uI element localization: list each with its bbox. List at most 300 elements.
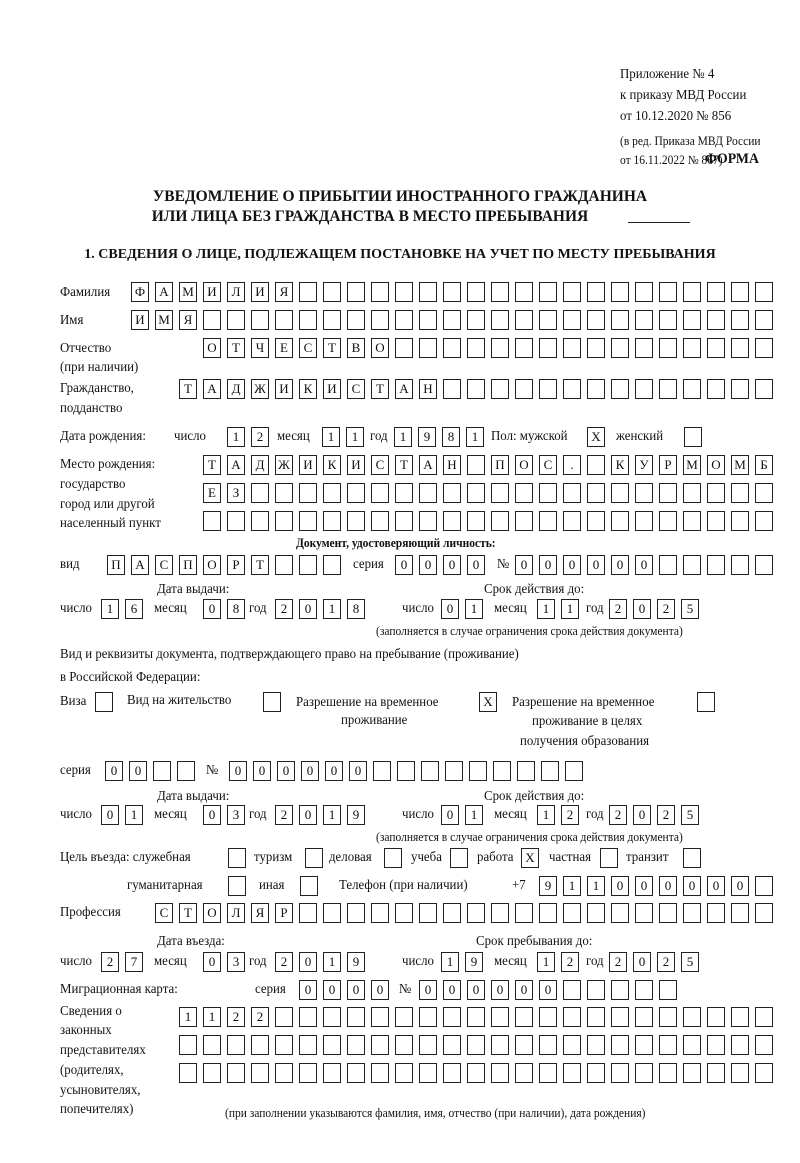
reps-line2-char-box[interactable] xyxy=(395,1035,413,1055)
surname-char-box[interactable]: А xyxy=(155,282,173,302)
surname-char-box[interactable]: И xyxy=(251,282,269,302)
stay-valid-year-char-box[interactable]: 2 xyxy=(657,805,675,825)
birthplace-line1-char-box[interactable]: М xyxy=(683,455,701,475)
stay-series-char-box[interactable]: 0 xyxy=(129,761,147,781)
patronymic-char-box[interactable] xyxy=(515,338,533,358)
surname-char-box[interactable] xyxy=(299,282,317,302)
name-char-box[interactable]: М xyxy=(155,310,173,330)
id-issue-day-char-box[interactable]: 6 xyxy=(125,599,143,619)
surname-char-box[interactable]: Ф xyxy=(131,282,149,302)
mig-number-char-box[interactable] xyxy=(635,980,653,1000)
birthplace-line1-char-box[interactable]: С xyxy=(371,455,389,475)
id-valid-year-char-box[interactable]: 0 xyxy=(633,599,651,619)
profession-char-box[interactable] xyxy=(683,903,701,923)
patronymic-char-box[interactable]: Т xyxy=(227,338,245,358)
entry-year-char-box[interactable]: 0 xyxy=(299,952,317,972)
reps-line2-char-box[interactable] xyxy=(323,1035,341,1055)
id-issue-day-char-box[interactable]: 1 xyxy=(101,599,119,619)
stay-valid-month-char-box[interactable]: 1 xyxy=(537,805,555,825)
birthplace-line2-char-box[interactable] xyxy=(419,483,437,503)
surname-char-box[interactable] xyxy=(707,282,725,302)
id-number-char-box[interactable] xyxy=(659,555,677,575)
birthplace-line3-char-box[interactable] xyxy=(611,511,629,531)
surname-char-box[interactable] xyxy=(635,282,653,302)
birthplace-line3-char-box[interactable] xyxy=(755,511,773,531)
birthplace-line1-char-box[interactable]: К xyxy=(611,455,629,475)
name-char-box[interactable]: И xyxy=(131,310,149,330)
birthplace-line3-char-box[interactable] xyxy=(659,511,677,531)
stay-number-char-box[interactable]: 0 xyxy=(325,761,343,781)
profession-char-box[interactable]: О xyxy=(203,903,221,923)
citizenship-char-box[interactable] xyxy=(467,379,485,399)
reps-line1-char-box[interactable] xyxy=(443,1007,461,1027)
patronymic-char-box[interactable] xyxy=(419,338,437,358)
profession-char-box[interactable]: Т xyxy=(179,903,197,923)
id-issue-month-char-box[interactable]: 8 xyxy=(227,599,245,619)
citizenship-char-box[interactable] xyxy=(731,379,749,399)
reps-line2-char-box[interactable] xyxy=(491,1035,509,1055)
phone-char-box[interactable]: 0 xyxy=(707,876,725,896)
birthplace-line3-char-box[interactable] xyxy=(251,511,269,531)
id-issue-year-char-box[interactable]: 1 xyxy=(323,599,341,619)
birth-month-char-box[interactable]: 1 xyxy=(346,427,364,447)
citizenship-char-box[interactable]: А xyxy=(203,379,221,399)
birthplace-line2-char-box[interactable] xyxy=(467,483,485,503)
phone-char-box[interactable]: 0 xyxy=(635,876,653,896)
reps-line3-char-box[interactable] xyxy=(227,1063,245,1083)
citizenship-char-box[interactable] xyxy=(659,379,677,399)
birthplace-line2-char-box[interactable] xyxy=(515,483,533,503)
id-doc-type-char-box[interactable] xyxy=(323,555,341,575)
stay-number-char-box[interactable]: 0 xyxy=(349,761,367,781)
reps-line1-char-box[interactable] xyxy=(395,1007,413,1027)
stay-number-char-box[interactable] xyxy=(565,761,583,781)
name-char-box[interactable] xyxy=(251,310,269,330)
profession-char-box[interactable] xyxy=(611,903,629,923)
phone-char-box[interactable] xyxy=(755,876,773,896)
birthplace-line3-char-box[interactable] xyxy=(275,511,293,531)
phone-char-box[interactable]: 0 xyxy=(611,876,629,896)
birthplace-line3-char-box[interactable] xyxy=(203,511,221,531)
surname-char-box[interactable]: И xyxy=(203,282,221,302)
stay-until-year-char-box[interactable]: 5 xyxy=(681,952,699,972)
place-of-stay-blank[interactable] xyxy=(628,222,690,223)
name-char-box[interactable] xyxy=(395,310,413,330)
birthplace-line3-char-box[interactable] xyxy=(323,511,341,531)
stay-series-char-box[interactable]: 0 xyxy=(105,761,123,781)
patronymic-char-box[interactable] xyxy=(467,338,485,358)
purpose-study-checkbox[interactable] xyxy=(450,848,468,868)
stay-until-day-char-box[interactable]: 1 xyxy=(441,952,459,972)
id-series-char-box[interactable]: 0 xyxy=(467,555,485,575)
name-char-box[interactable] xyxy=(563,310,581,330)
reps-line3-char-box[interactable] xyxy=(275,1063,293,1083)
birthplace-line3-char-box[interactable] xyxy=(443,511,461,531)
surname-char-box[interactable] xyxy=(611,282,629,302)
reps-line3-char-box[interactable] xyxy=(707,1063,725,1083)
citizenship-char-box[interactable] xyxy=(611,379,629,399)
id-number-char-box[interactable] xyxy=(731,555,749,575)
name-char-box[interactable]: Я xyxy=(179,310,197,330)
birthplace-line1-char-box[interactable]: М xyxy=(731,455,749,475)
entry-day-char-box[interactable]: 7 xyxy=(125,952,143,972)
stay-until-year-char-box[interactable]: 2 xyxy=(657,952,675,972)
id-number-char-box[interactable]: 0 xyxy=(635,555,653,575)
reps-line1-char-box[interactable] xyxy=(275,1007,293,1027)
patronymic-char-box[interactable]: Ч xyxy=(251,338,269,358)
patronymic-char-box[interactable] xyxy=(755,338,773,358)
profession-char-box[interactable] xyxy=(443,903,461,923)
patronymic-char-box[interactable] xyxy=(731,338,749,358)
id-valid-year-char-box[interactable]: 5 xyxy=(681,599,699,619)
stay-valid-day-char-box[interactable]: 1 xyxy=(465,805,483,825)
stay-issue-day-char-box[interactable]: 1 xyxy=(125,805,143,825)
id-number-char-box[interactable] xyxy=(755,555,773,575)
mig-series-char-box[interactable]: 0 xyxy=(323,980,341,1000)
birthplace-line2-char-box[interactable] xyxy=(659,483,677,503)
patronymic-char-box[interactable]: Т xyxy=(323,338,341,358)
reps-line3-char-box[interactable] xyxy=(419,1063,437,1083)
reps-line1-char-box[interactable] xyxy=(731,1007,749,1027)
patronymic-char-box[interactable] xyxy=(611,338,629,358)
profession-char-box[interactable] xyxy=(395,903,413,923)
name-char-box[interactable] xyxy=(611,310,629,330)
id-issue-month-char-box[interactable]: 0 xyxy=(203,599,221,619)
mig-number-char-box[interactable] xyxy=(611,980,629,1000)
citizenship-char-box[interactable]: С xyxy=(347,379,365,399)
birthplace-line2-char-box[interactable] xyxy=(731,483,749,503)
citizenship-char-box[interactable]: Т xyxy=(371,379,389,399)
birthplace-line2-char-box[interactable] xyxy=(251,483,269,503)
name-char-box[interactable] xyxy=(275,310,293,330)
birthplace-line3-char-box[interactable] xyxy=(467,511,485,531)
birthplace-line1-char-box[interactable]: Т xyxy=(395,455,413,475)
surname-char-box[interactable] xyxy=(395,282,413,302)
birth-year-char-box[interactable]: 8 xyxy=(442,427,460,447)
reps-line3-char-box[interactable] xyxy=(731,1063,749,1083)
reps-line2-char-box[interactable] xyxy=(515,1035,533,1055)
reps-line1-char-box[interactable] xyxy=(539,1007,557,1027)
patronymic-char-box[interactable]: В xyxy=(347,338,365,358)
reps-line1-char-box[interactable] xyxy=(587,1007,605,1027)
id-doc-type-char-box[interactable]: А xyxy=(131,555,149,575)
id-number-char-box[interactable]: 0 xyxy=(611,555,629,575)
id-number-char-box[interactable]: 0 xyxy=(515,555,533,575)
patronymic-char-box[interactable]: С xyxy=(299,338,317,358)
patronymic-char-box[interactable]: О xyxy=(371,338,389,358)
citizenship-char-box[interactable] xyxy=(491,379,509,399)
patronymic-char-box[interactable] xyxy=(395,338,413,358)
reps-line2-char-box[interactable] xyxy=(179,1035,197,1055)
reps-line2-char-box[interactable] xyxy=(539,1035,557,1055)
stay-until-month-char-box[interactable]: 1 xyxy=(537,952,555,972)
birthplace-line1-char-box[interactable]: И xyxy=(347,455,365,475)
stay-number-char-box[interactable]: 0 xyxy=(277,761,295,781)
birthplace-line1-char-box[interactable]: С xyxy=(539,455,557,475)
purpose-private-checkbox[interactable] xyxy=(600,848,618,868)
reps-line3-char-box[interactable] xyxy=(611,1063,629,1083)
surname-char-box[interactable] xyxy=(587,282,605,302)
birthplace-line1-char-box[interactable]: . xyxy=(563,455,581,475)
name-char-box[interactable] xyxy=(443,310,461,330)
birthplace-line3-char-box[interactable] xyxy=(587,511,605,531)
reps-line2-char-box[interactable] xyxy=(227,1035,245,1055)
reps-line3-char-box[interactable] xyxy=(371,1063,389,1083)
stay-number-char-box[interactable]: 0 xyxy=(301,761,319,781)
stay-issue-year-char-box[interactable]: 2 xyxy=(275,805,293,825)
reps-line2-char-box[interactable] xyxy=(299,1035,317,1055)
entry-year-char-box[interactable]: 9 xyxy=(347,952,365,972)
surname-char-box[interactable] xyxy=(347,282,365,302)
surname-char-box[interactable] xyxy=(491,282,509,302)
patronymic-char-box[interactable]: О xyxy=(203,338,221,358)
profession-char-box[interactable] xyxy=(707,903,725,923)
profession-char-box[interactable] xyxy=(323,903,341,923)
citizenship-char-box[interactable]: И xyxy=(275,379,293,399)
stay-number-char-box[interactable] xyxy=(373,761,391,781)
name-char-box[interactable] xyxy=(203,310,221,330)
reps-line2-char-box[interactable] xyxy=(683,1035,701,1055)
birthplace-line1-char-box[interactable]: К xyxy=(323,455,341,475)
patronymic-char-box[interactable] xyxy=(587,338,605,358)
profession-char-box[interactable] xyxy=(491,903,509,923)
reps-line3-char-box[interactable] xyxy=(251,1063,269,1083)
reps-line1-char-box[interactable]: 1 xyxy=(203,1007,221,1027)
phone-char-box[interactable]: 0 xyxy=(731,876,749,896)
surname-char-box[interactable] xyxy=(419,282,437,302)
birth-day-char-box[interactable]: 2 xyxy=(251,427,269,447)
citizenship-char-box[interactable] xyxy=(515,379,533,399)
stay-number-char-box[interactable] xyxy=(469,761,487,781)
id-doc-type-char-box[interactable]: Т xyxy=(251,555,269,575)
phone-char-box[interactable]: 1 xyxy=(563,876,581,896)
birthplace-line3-char-box[interactable] xyxy=(419,511,437,531)
stay-series-char-box[interactable] xyxy=(177,761,195,781)
citizenship-char-box[interactable]: Ж xyxy=(251,379,269,399)
id-valid-day-char-box[interactable]: 1 xyxy=(465,599,483,619)
id-doc-type-char-box[interactable]: С xyxy=(155,555,173,575)
birthplace-line3-char-box[interactable] xyxy=(731,511,749,531)
birthplace-line1-char-box[interactable]: Д xyxy=(251,455,269,475)
reps-line3-char-box[interactable] xyxy=(203,1063,221,1083)
surname-char-box[interactable] xyxy=(563,282,581,302)
mig-series-char-box[interactable]: 0 xyxy=(347,980,365,1000)
birthplace-line3-char-box[interactable] xyxy=(707,511,725,531)
birthplace-line3-char-box[interactable] xyxy=(539,511,557,531)
id-issue-year-char-box[interactable]: 0 xyxy=(299,599,317,619)
mig-number-char-box[interactable]: 0 xyxy=(419,980,437,1000)
reps-line1-char-box[interactable] xyxy=(611,1007,629,1027)
profession-char-box[interactable] xyxy=(731,903,749,923)
id-valid-day-char-box[interactable]: 0 xyxy=(441,599,459,619)
birthplace-line2-char-box[interactable] xyxy=(587,483,605,503)
name-char-box[interactable] xyxy=(371,310,389,330)
mig-number-char-box[interactable] xyxy=(563,980,581,1000)
profession-char-box[interactable]: С xyxy=(155,903,173,923)
stay-number-char-box[interactable] xyxy=(445,761,463,781)
surname-char-box[interactable] xyxy=(755,282,773,302)
birthplace-line1-char-box[interactable] xyxy=(587,455,605,475)
birthplace-line3-char-box[interactable] xyxy=(347,511,365,531)
birthplace-line3-char-box[interactable] xyxy=(563,511,581,531)
phone-char-box[interactable]: 9 xyxy=(539,876,557,896)
temp-edu-permit-checkbox[interactable] xyxy=(697,692,715,712)
reps-line1-char-box[interactable] xyxy=(419,1007,437,1027)
reps-line3-char-box[interactable] xyxy=(443,1063,461,1083)
birthplace-line2-char-box[interactable] xyxy=(683,483,701,503)
surname-char-box[interactable] xyxy=(683,282,701,302)
surname-char-box[interactable] xyxy=(659,282,677,302)
purpose-work-checkbox[interactable]: X xyxy=(521,848,539,868)
id-doc-type-char-box[interactable]: П xyxy=(179,555,197,575)
mig-number-char-box[interactable]: 0 xyxy=(491,980,509,1000)
id-issue-year-char-box[interactable]: 8 xyxy=(347,599,365,619)
reps-line3-char-box[interactable] xyxy=(515,1063,533,1083)
name-char-box[interactable] xyxy=(299,310,317,330)
reps-line2-char-box[interactable] xyxy=(755,1035,773,1055)
id-number-char-box[interactable]: 0 xyxy=(563,555,581,575)
phone-char-box[interactable]: 1 xyxy=(587,876,605,896)
sex-female-checkbox[interactable] xyxy=(684,427,702,447)
stay-valid-year-char-box[interactable]: 5 xyxy=(681,805,699,825)
birthplace-line3-char-box[interactable] xyxy=(299,511,317,531)
surname-char-box[interactable] xyxy=(467,282,485,302)
stay-valid-month-char-box[interactable]: 2 xyxy=(561,805,579,825)
citizenship-char-box[interactable] xyxy=(587,379,605,399)
id-series-char-box[interactable]: 0 xyxy=(443,555,461,575)
id-doc-type-char-box[interactable]: П xyxy=(107,555,125,575)
reps-line2-char-box[interactable] xyxy=(707,1035,725,1055)
profession-char-box[interactable] xyxy=(515,903,533,923)
birthplace-line2-char-box[interactable] xyxy=(323,483,341,503)
mig-series-char-box[interactable]: 0 xyxy=(299,980,317,1000)
entry-year-char-box[interactable]: 1 xyxy=(323,952,341,972)
citizenship-char-box[interactable] xyxy=(539,379,557,399)
surname-char-box[interactable] xyxy=(731,282,749,302)
profession-char-box[interactable] xyxy=(299,903,317,923)
reps-line3-char-box[interactable] xyxy=(491,1063,509,1083)
reps-line3-char-box[interactable] xyxy=(299,1063,317,1083)
stay-issue-year-char-box[interactable]: 1 xyxy=(323,805,341,825)
birthplace-line2-char-box[interactable] xyxy=(371,483,389,503)
surname-char-box[interactable] xyxy=(323,282,341,302)
mig-number-char-box[interactable] xyxy=(587,980,605,1000)
birthplace-line1-char-box[interactable] xyxy=(467,455,485,475)
patronymic-char-box[interactable] xyxy=(635,338,653,358)
name-char-box[interactable] xyxy=(755,310,773,330)
purpose-tourism-checkbox[interactable] xyxy=(305,848,323,868)
citizenship-char-box[interactable] xyxy=(563,379,581,399)
stay-series-char-box[interactable] xyxy=(153,761,171,781)
birthplace-line1-char-box[interactable]: И xyxy=(299,455,317,475)
id-number-char-box[interactable] xyxy=(707,555,725,575)
profession-char-box[interactable] xyxy=(347,903,365,923)
surname-char-box[interactable]: Я xyxy=(275,282,293,302)
stay-until-year-char-box[interactable]: 0 xyxy=(633,952,651,972)
stay-number-char-box[interactable] xyxy=(493,761,511,781)
patronymic-char-box[interactable] xyxy=(443,338,461,358)
stay-number-char-box[interactable] xyxy=(421,761,439,781)
birthplace-line3-char-box[interactable] xyxy=(635,511,653,531)
reps-line1-char-box[interactable]: 2 xyxy=(227,1007,245,1027)
profession-char-box[interactable] xyxy=(467,903,485,923)
profession-char-box[interactable]: Р xyxy=(275,903,293,923)
entry-month-char-box[interactable]: 0 xyxy=(203,952,221,972)
stay-issue-day-char-box[interactable]: 0 xyxy=(101,805,119,825)
reps-line1-char-box[interactable] xyxy=(635,1007,653,1027)
birthplace-line3-char-box[interactable] xyxy=(683,511,701,531)
mig-number-char-box[interactable]: 0 xyxy=(515,980,533,1000)
birthplace-line2-char-box[interactable] xyxy=(275,483,293,503)
reps-line3-char-box[interactable] xyxy=(179,1063,197,1083)
birthplace-line2-char-box[interactable] xyxy=(395,483,413,503)
birthplace-line2-char-box[interactable] xyxy=(299,483,317,503)
name-char-box[interactable] xyxy=(347,310,365,330)
profession-char-box[interactable] xyxy=(635,903,653,923)
reps-line1-char-box[interactable] xyxy=(347,1007,365,1027)
name-char-box[interactable] xyxy=(467,310,485,330)
birth-year-char-box[interactable]: 9 xyxy=(418,427,436,447)
profession-char-box[interactable] xyxy=(539,903,557,923)
stay-issue-year-char-box[interactable]: 9 xyxy=(347,805,365,825)
reps-line1-char-box[interactable]: 1 xyxy=(179,1007,197,1027)
reps-line1-char-box[interactable] xyxy=(683,1007,701,1027)
id-doc-type-char-box[interactable] xyxy=(299,555,317,575)
reps-line3-char-box[interactable] xyxy=(683,1063,701,1083)
birthplace-line2-char-box[interactable] xyxy=(347,483,365,503)
reps-line2-char-box[interactable] xyxy=(563,1035,581,1055)
birthplace-line1-char-box[interactable]: Б xyxy=(755,455,773,475)
reps-line3-char-box[interactable] xyxy=(467,1063,485,1083)
id-doc-type-char-box[interactable] xyxy=(275,555,293,575)
surname-char-box[interactable] xyxy=(371,282,389,302)
birthplace-line2-char-box[interactable] xyxy=(755,483,773,503)
stay-until-day-char-box[interactable]: 9 xyxy=(465,952,483,972)
citizenship-char-box[interactable] xyxy=(707,379,725,399)
name-char-box[interactable] xyxy=(515,310,533,330)
patronymic-char-box[interactable]: Е xyxy=(275,338,293,358)
stay-until-year-char-box[interactable]: 2 xyxy=(609,952,627,972)
name-char-box[interactable] xyxy=(659,310,677,330)
reps-line2-char-box[interactable] xyxy=(419,1035,437,1055)
profession-char-box[interactable]: Я xyxy=(251,903,269,923)
stay-issue-month-char-box[interactable]: 3 xyxy=(227,805,245,825)
citizenship-char-box[interactable] xyxy=(683,379,701,399)
reps-line1-char-box[interactable] xyxy=(299,1007,317,1027)
surname-char-box[interactable]: М xyxy=(179,282,197,302)
citizenship-char-box[interactable] xyxy=(755,379,773,399)
reps-line1-char-box[interactable] xyxy=(491,1007,509,1027)
entry-year-char-box[interactable]: 2 xyxy=(275,952,293,972)
name-char-box[interactable] xyxy=(491,310,509,330)
reps-line1-char-box[interactable] xyxy=(515,1007,533,1027)
reps-line3-char-box[interactable] xyxy=(563,1063,581,1083)
birthplace-line2-char-box[interactable] xyxy=(539,483,557,503)
mig-number-char-box[interactable] xyxy=(659,980,677,1000)
name-char-box[interactable] xyxy=(419,310,437,330)
birthplace-line2-char-box[interactable]: З xyxy=(227,483,245,503)
reps-line1-char-box[interactable] xyxy=(371,1007,389,1027)
reps-line3-char-box[interactable] xyxy=(395,1063,413,1083)
stay-valid-day-char-box[interactable]: 0 xyxy=(441,805,459,825)
stay-valid-year-char-box[interactable]: 0 xyxy=(633,805,651,825)
profession-char-box[interactable] xyxy=(755,903,773,923)
reps-line1-char-box[interactable] xyxy=(563,1007,581,1027)
reps-line1-char-box[interactable] xyxy=(323,1007,341,1027)
purpose-humanitarian-checkbox[interactable] xyxy=(228,876,246,896)
reps-line2-char-box[interactable] xyxy=(203,1035,221,1055)
stay-issue-year-char-box[interactable]: 0 xyxy=(299,805,317,825)
